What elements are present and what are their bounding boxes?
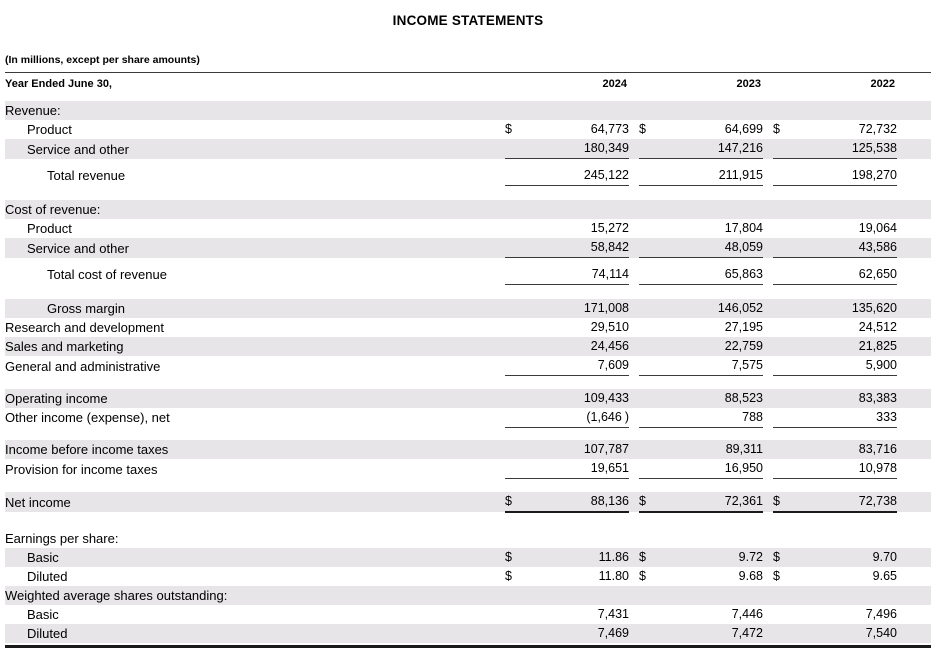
currency-symbol: $ <box>773 568 780 583</box>
row-label: Weighted average shares outstanding: <box>5 586 505 605</box>
value-2023: 147,216 <box>661 139 763 159</box>
value-2023: 7,575 <box>731 358 763 372</box>
table-row-shares-header <box>5 586 931 605</box>
table-row-operating-income <box>5 389 931 408</box>
row-label: Product <box>27 221 72 236</box>
value-2023: 72,361 <box>661 492 763 512</box>
table-row-shares-diluted <box>5 624 931 643</box>
table-row-eps-header <box>5 529 931 548</box>
value-2024 <box>527 408 629 428</box>
subtotal-rule <box>5 479 931 486</box>
table-row-net-income <box>5 492 931 512</box>
column-header-2022: 2022 <box>795 73 897 96</box>
value-2022: 7,540 <box>795 624 897 643</box>
value-2024: 7,469 <box>527 624 629 643</box>
table-header-row <box>5 73 931 96</box>
value-2023: 16,950 <box>724 461 763 475</box>
value-2024: 171,008 <box>527 299 629 318</box>
table-row-other-income <box>5 408 931 428</box>
value-2022: 198,270 <box>851 167 897 182</box>
total-underline <box>5 512 931 520</box>
value-2023: 9.68 <box>738 568 763 583</box>
table-row-eps-basic <box>5 548 931 567</box>
row-label: Gross margin <box>5 299 505 318</box>
value-2022: 9.65 <box>872 568 897 583</box>
units-caption: (In millions, except per share amounts) <box>5 54 200 66</box>
row-label: Net income <box>5 492 505 512</box>
value-2023: 7,446 <box>731 606 763 621</box>
row-label: Income before income taxes <box>5 440 505 459</box>
value-2023: 788 <box>742 409 763 424</box>
subtotal-rule <box>5 258 931 265</box>
value-2022: 21,825 <box>795 337 897 356</box>
table-bottom-rule <box>5 645 931 648</box>
value-2024: 19,651 <box>590 461 629 475</box>
currency-symbol: $ <box>505 492 527 512</box>
table-row-shares-basic <box>5 605 931 624</box>
table-row-gross-margin <box>5 299 931 318</box>
value-2024: 15,272 <box>590 221 629 235</box>
income-statement-table <box>5 72 931 643</box>
row-label: Revenue: <box>5 101 505 120</box>
currency-symbol: $ <box>773 492 795 512</box>
table-row-total-revenue <box>5 166 931 186</box>
table-row-cost-service <box>5 238 931 258</box>
value-2024: 7,609 <box>597 358 629 372</box>
row-label: Total revenue <box>47 168 126 183</box>
row-label: Product <box>27 122 72 137</box>
subtotal-rule <box>5 376 931 383</box>
value-2023: 22,759 <box>661 337 763 356</box>
currency-symbol: $ <box>505 548 527 567</box>
table-row-revenue-product <box>5 120 931 139</box>
value-2024: 109,433 <box>527 389 629 408</box>
table-row-cost-product <box>5 219 931 238</box>
value-2022: 19,064 <box>858 221 897 235</box>
row-label: Sales and marketing <box>5 337 505 356</box>
value-2023: 211,915 <box>718 167 763 182</box>
value-2022: 83,383 <box>795 389 897 408</box>
currency-symbol: $ <box>505 568 512 583</box>
value-2024: 29,510 <box>590 320 629 334</box>
table-row-revenue-header <box>5 101 931 120</box>
row-label: Diluted <box>27 568 68 584</box>
row-label: Provision for income taxes <box>5 461 158 477</box>
row-label: Cost of revenue: <box>5 200 505 219</box>
table-row-research-development <box>5 318 931 337</box>
table-row-income-before-taxes <box>5 440 931 459</box>
value-2024: 11.80 <box>598 568 629 583</box>
value-2024: 64,773 <box>590 122 629 136</box>
value-2024: 245,122 <box>583 167 629 182</box>
value-2023: 88,523 <box>661 389 763 408</box>
row-label: Operating income <box>5 389 505 408</box>
currency-symbol: $ <box>639 492 661 512</box>
currency-symbol: $ <box>773 122 780 136</box>
currency-symbol: $ <box>639 122 646 136</box>
currency-symbol: $ <box>773 548 795 567</box>
row-label: Total cost of revenue <box>47 267 167 282</box>
period-label: Year Ended June 30, <box>5 73 505 96</box>
value-2024: 74,114 <box>591 266 629 281</box>
table-row-cost-header <box>5 200 931 219</box>
value-2024: 7,431 <box>597 606 629 621</box>
value-2024: 24,456 <box>527 337 629 356</box>
row-label: Basic <box>27 606 59 622</box>
subtotal-rule <box>5 159 931 166</box>
value-2024: 58,842 <box>527 238 629 258</box>
value-2022: 43,586 <box>795 238 897 258</box>
row-label: Other income (expense), net <box>5 410 170 425</box>
value-2022: 72,732 <box>858 122 897 136</box>
value-2022: 72,738 <box>795 492 897 512</box>
table-row-revenue-service <box>5 139 931 159</box>
currency-symbol: $ <box>505 122 512 136</box>
value-2023: 89,311 <box>661 440 763 459</box>
subtotal-rule <box>5 427 931 434</box>
column-header-2023: 2023 <box>661 73 763 96</box>
value-2023: 27,195 <box>724 320 763 334</box>
value-2022: 125,538 <box>795 139 897 159</box>
currency-symbol: $ <box>639 548 661 567</box>
table-row-general-administrative <box>5 356 931 376</box>
value-2023: 65,863 <box>724 266 763 281</box>
row-label: Earnings per share: <box>5 530 119 546</box>
value-2022: 5,900 <box>865 358 897 372</box>
table-row-total-cost <box>5 265 931 285</box>
value-2023: 17,804 <box>724 221 763 235</box>
value-2023: 48,059 <box>661 238 763 258</box>
value-2023: 7,472 <box>661 624 763 643</box>
close-paren: ) <box>624 409 629 424</box>
row-label: Service and other <box>5 139 505 159</box>
value-2022: 9.70 <box>795 548 897 567</box>
row-label: Diluted <box>5 624 505 643</box>
value-2022: 10,978 <box>858 461 897 475</box>
value-2024: 107,787 <box>527 440 629 459</box>
row-label: Service and other <box>5 238 505 258</box>
value-2023: 9.72 <box>661 548 763 567</box>
value-2024: 180,349 <box>527 139 629 159</box>
table-row-provision-taxes <box>5 459 931 479</box>
value-2022: 333 <box>876 409 897 424</box>
currency-symbol: $ <box>639 568 646 583</box>
value-2022: 62,650 <box>858 266 897 281</box>
row-label: Research and development <box>5 320 164 335</box>
value-2022: 7,496 <box>865 606 897 621</box>
page-title: INCOME STATEMENTS <box>392 13 544 28</box>
value-2023: 64,699 <box>724 122 763 136</box>
value-2024: 11.86 <box>527 548 629 567</box>
value-2022: 24,512 <box>858 320 897 334</box>
table-row-eps-diluted <box>5 567 931 586</box>
value-2023: 146,052 <box>661 299 763 318</box>
row-label: General and administrative <box>5 358 161 374</box>
table-row-sales-marketing <box>5 337 931 356</box>
column-header-2024: 2024 <box>527 73 629 96</box>
value-2022: 135,620 <box>795 299 897 318</box>
value-2024-number: (1,646 <box>586 409 622 424</box>
value-2024: 88,136 <box>527 492 629 512</box>
value-2022: 83,716 <box>795 440 897 459</box>
row-label: Basic <box>5 548 505 567</box>
